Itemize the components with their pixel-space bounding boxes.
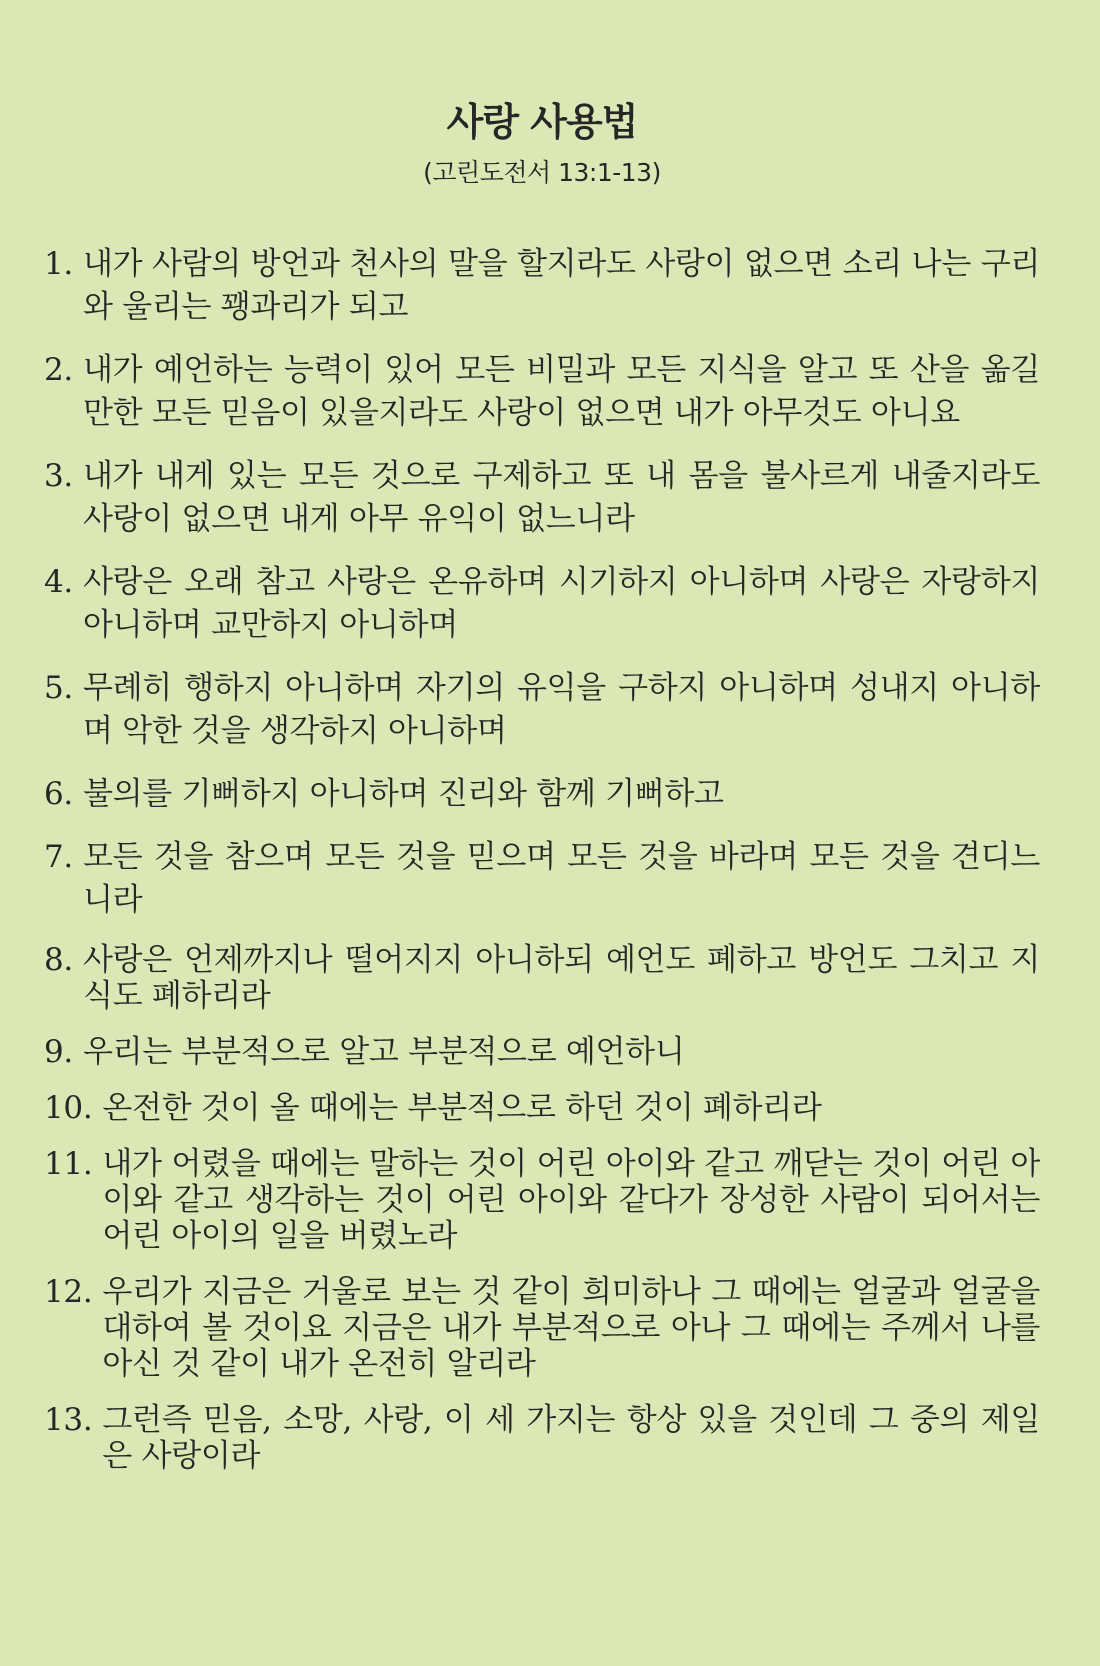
verse-text: 우리는 부분적으로 알고 부분적으로 예언하니 — [82, 1033, 685, 1070]
verse-item — [44, 1034, 1040, 1070]
verse-text: 불의를 기뻐하지 아니하며 진리와 함께 기뻐하고 — [82, 775, 724, 812]
verse-item — [44, 243, 1040, 329]
verse-number: 7. — [44, 838, 73, 875]
verse-item — [44, 455, 1040, 541]
verse-number: 4. — [44, 563, 73, 600]
verse-item — [44, 561, 1040, 647]
verse-number: 8. — [44, 941, 73, 978]
verse-number: 5. — [44, 669, 73, 706]
verse-text: 우리가 지금은 거울로 보는 것 같이 희미하나 그 때에는 얼굴과 얼굴을 대하여 볼 것이요 지금은 내가 부분적으로 아나 그 때에는 주께서 나를 아신 것 같이 내가 온전히 알리라 — [102, 1273, 1040, 1382]
verse-list — [44, 243, 1040, 1474]
verse-number: 12. — [44, 1273, 93, 1310]
verse-item — [44, 1090, 1040, 1126]
verse-item — [44, 1274, 1040, 1382]
verse-number: 3. — [44, 457, 73, 494]
verse-text: 사랑은 언제까지나 떨어지지 아니하되 예언도 폐하고 방언도 그치고 지식도 폐하리라 — [82, 941, 1040, 1014]
verse-item — [44, 667, 1040, 753]
page-title: 사랑 사용법 — [446, 100, 638, 144]
verse-item — [44, 942, 1040, 1014]
verse-number: 2. — [44, 351, 73, 388]
verse-item — [44, 773, 1040, 816]
verse-number: 10. — [44, 1089, 93, 1126]
verse-number: 6. — [44, 775, 73, 812]
verse-text: 내가 내게 있는 모든 것으로 구제하고 또 내 몸을 불사르게 내줄지라도 사랑이 없으면 내게 아무 유익이 없느니라 — [82, 457, 1040, 537]
verse-text: 내가 사람의 방언과 천사의 말을 할지라도 사랑이 없으면 소리 나는 구리와 울리는 꽹과리가 되고 — [82, 245, 1040, 325]
verse-item — [44, 1402, 1040, 1474]
verse-text: 모든 것을 참으며 모든 것을 믿으며 모든 것을 바라며 모든 것을 견디느니라 — [82, 838, 1040, 918]
verse-text: 사랑은 오래 참고 사랑은 온유하며 시기하지 아니하며 사랑은 자랑하지 아니하며 교만하지 아니하며 — [82, 563, 1040, 643]
verse-item — [44, 349, 1040, 435]
verse-item — [44, 1146, 1040, 1254]
verse-text: 무례히 행하지 아니하며 자기의 유익을 구하지 아니하며 성내지 아니하며 악한 것을 생각하지 아니하며 — [82, 669, 1040, 749]
verse-number: 1. — [44, 245, 73, 282]
verse-number: 9. — [44, 1033, 73, 1070]
verse-text: 그런즉 믿음, 소망, 사랑, 이 세 가지는 항상 있을 것인데 그 중의 제일은 사랑이라 — [102, 1401, 1040, 1474]
verse-text: 내가 어렸을 때에는 말하는 것이 어린 아이와 같고 깨닫는 것이 어린 아이와 같고 생각하는 것이 어린 아이와 같다가 장성한 사람이 되어서는 어린 아이의 일을 버렸노라 — [102, 1145, 1040, 1254]
scripture-reference: (고린도전서 13:1-13) — [423, 157, 661, 187]
verse-item — [44, 836, 1040, 922]
verse-text: 내가 예언하는 능력이 있어 모든 비밀과 모든 지식을 알고 또 산을 옮길 만한 모든 믿음이 있을지라도 사랑이 없으면 내가 아무것도 아니요 — [82, 351, 1040, 431]
verse-number: 11. — [44, 1145, 93, 1182]
verse-text: 온전한 것이 올 때에는 부분적으로 하던 것이 폐하리라 — [102, 1089, 822, 1126]
verse-number: 13. — [44, 1401, 93, 1438]
